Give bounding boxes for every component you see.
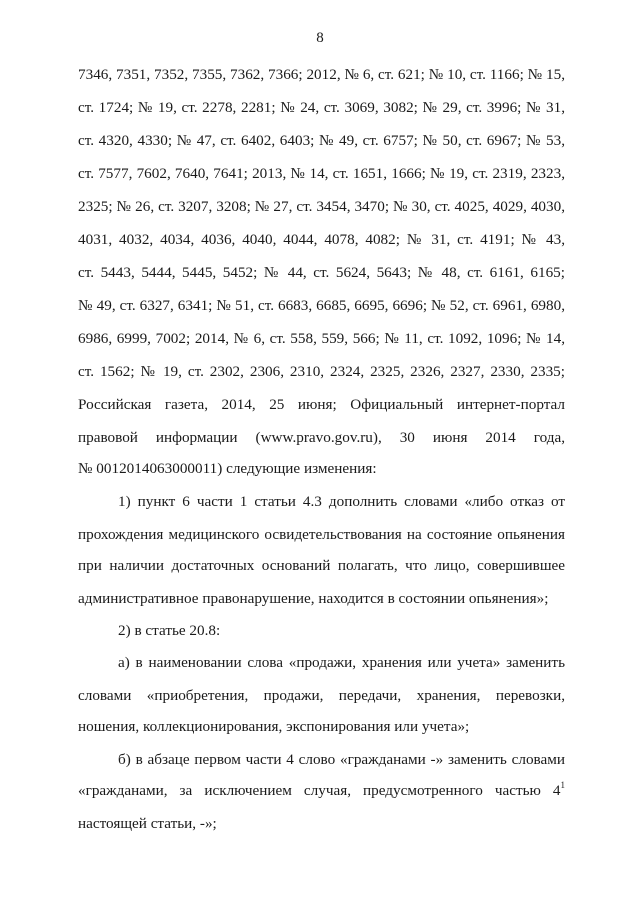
line-text: ст. 7577, 7602, 7640, 7641; 2013, № 14, ст. 1651, 1666; № 19, ст. 2319, 2323,: [78, 165, 565, 182]
text-line: [118, 751, 565, 769]
text-line: [78, 815, 565, 833]
line-text: ст. 5443, 5444, 5445, 5452; № 44, ст. 5624, 5643; № 48, ст. 6161, 6165;: [78, 264, 565, 281]
text-line: [78, 526, 565, 544]
text-line: [78, 99, 565, 117]
line-text: словами «приобретения, продажи, передачи, хранения, перевозки,: [78, 687, 565, 704]
line-text: а) в наименовании слова «продажи, хранения или учета» заменить: [118, 654, 565, 671]
text-line: [78, 718, 565, 736]
line-text: прохождения медицинского освидетельствования на состояние опьянения: [78, 526, 565, 543]
superscript: 1: [560, 780, 565, 790]
line-text: 2) в статье 20.8:: [118, 622, 221, 639]
line-text: 6986, 6999, 7002; 2014, № 6, ст. 558, 559, 566; № 11, ст. 1092, 1096; № 14,: [78, 330, 565, 347]
text-line: [78, 782, 565, 800]
line-text: административное правонарушение, находится в состоянии опьянения»;: [78, 590, 549, 607]
text-line: [78, 687, 565, 705]
line-text: 2325; № 26, ст. 3207, 3208; № 27, ст. 3454, 3470; № 30, ст. 4025, 4029, 4030,: [78, 198, 565, 215]
text-line: [78, 590, 565, 608]
line-text: настоящей статьи, -»;: [78, 815, 217, 832]
text-line: [118, 493, 565, 511]
line-text: ношения, коллекционирования, экспонирования или учета»;: [78, 718, 470, 735]
line-text: ст. 1724; № 19, ст. 2278, 2281; № 24, ст. 3069, 3082; № 29, ст. 3996; № 31,: [78, 99, 565, 116]
text-line: [78, 363, 565, 381]
text-line: [78, 429, 565, 447]
text-line: [78, 330, 565, 348]
line-text: № 0012014063000011) следующие изменения:: [78, 460, 377, 477]
text-line: [118, 622, 565, 640]
line-text: ст. 4320, 4330; № 47, ст. 6402, 6403; № 49, ст. 6757; № 50, ст. 6967; № 53,: [78, 132, 565, 149]
line-text: б) в абзаце первом части 4 слово «гражданами -» заменить словами: [118, 751, 565, 768]
line-text: 4031, 4032, 4034, 4036, 4040, 4044, 4078, 4082; № 31, ст. 4191; № 43,: [78, 231, 565, 248]
line-text: 1) пункт 6 части 1 статьи 4.3 дополнить словами «либо отказ от: [118, 493, 565, 510]
text-line: [78, 132, 565, 150]
text-line: [78, 231, 565, 249]
text-line: [78, 264, 565, 282]
line-text: при наличии достаточных оснований полагать, что лицо, совершившее: [78, 557, 565, 574]
line-text: № 49, ст. 6327, 6341; № 51, ст. 6683, 6685, 6695, 6696; № 52, ст. 6961, 6980,: [78, 297, 565, 314]
line-text: «гражданами, за исключением случая, предусмотренного частью 4: [78, 782, 561, 799]
line-text: 7346, 7351, 7352, 7355, 7362, 7366; 2012, № 6, ст. 621; № 10, ст. 1166; № 15,: [78, 66, 565, 83]
page-number: 8: [316, 30, 324, 46]
text-line: [78, 460, 565, 478]
line-text: Российская газета, 2014, 25 июня; Официальный интернет-портал: [78, 396, 565, 413]
text-line: [118, 654, 565, 672]
text-line: [78, 557, 565, 575]
text-line: [78, 396, 565, 414]
line-text: ст. 1562; № 19, ст. 2302, 2306, 2310, 2324, 2325, 2326, 2327, 2330, 2335;: [78, 363, 565, 380]
text-line: [78, 198, 565, 216]
text-line: [78, 165, 565, 183]
text-line: [78, 66, 565, 84]
text-line: [78, 297, 565, 315]
line-text: правовой информации (www.pravo.gov.ru), 30 июня 2014 года,: [78, 429, 565, 446]
